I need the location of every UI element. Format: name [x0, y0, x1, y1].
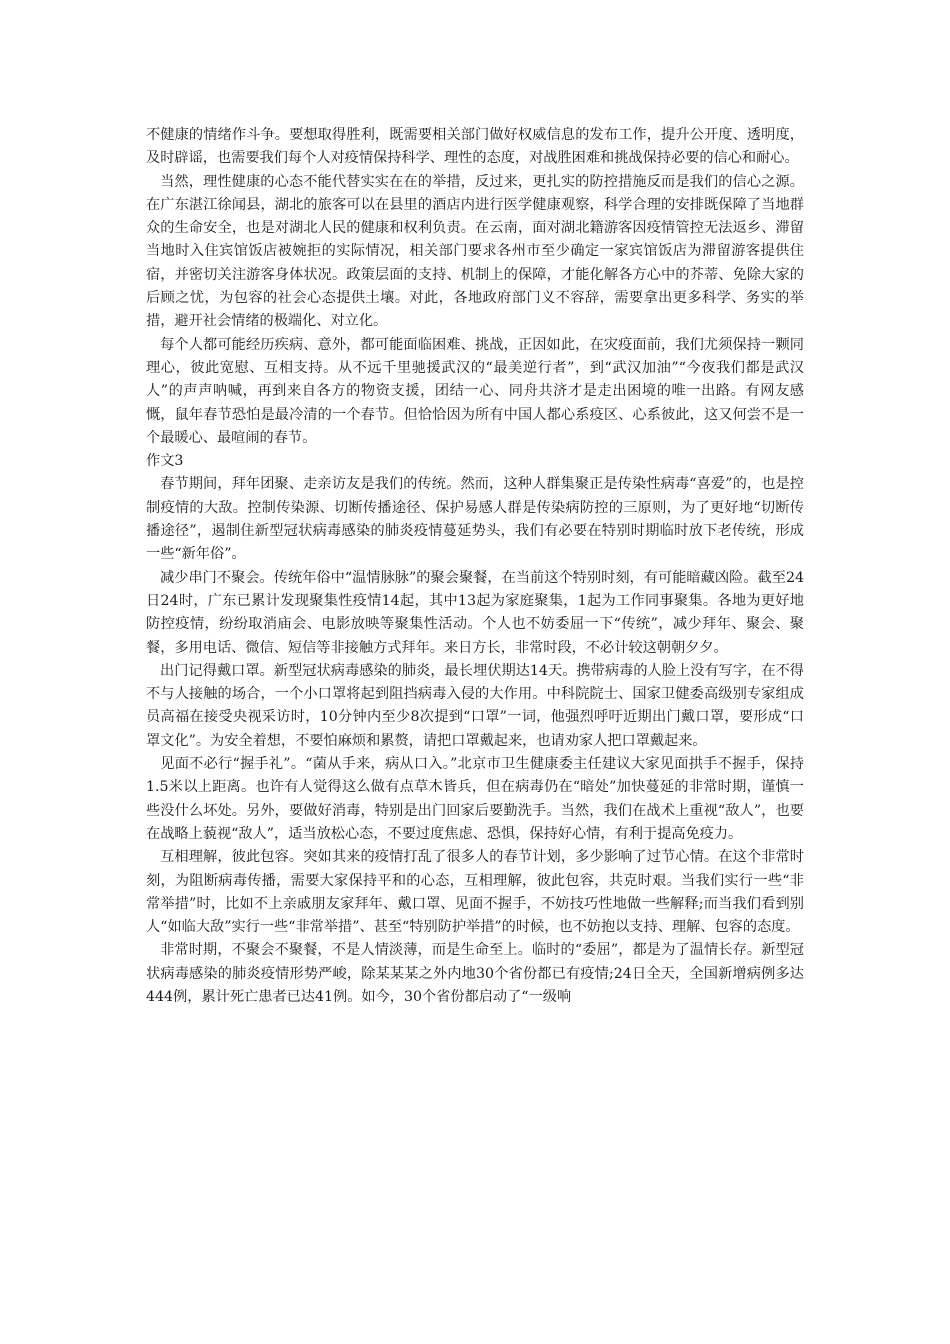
- essay-heading-text: 作文3: [146, 453, 184, 470]
- paragraph-1-text: 不健康的情绪作斗争。要想取得胜利，既需要相关部门做好权威信息的发布工作，提升公开度、透明度，及时辟谣，也需要我们每个人对疫情保持科学、理性的态度，对战胜困难和挑战保持必要的信心和耐心。: [146, 127, 804, 167]
- paragraph-7: [146, 660, 804, 753]
- paragraph-2-text: 当然，理性健康的心态不能代替实实在在的举措，反过来，更扎实的防控措施反而是我们的信心之源。在广东湛江徐闻县，湖北的旅客可以在县里的酒店内进行医学健康观察，科学合理的安排既保障了当地群众的生命安全，也是对湖北人民的健康和权利负责。在云南，面对湖北籍游客因疫情管控无法返乡、滞留当地时入住宾馆饭店被婉拒的实际情况，相关部门要求各州市至少确定一家宾馆饭店为滞留游客提供住宿，并密切关注游客身体状况。政策层面的支持、机制上的保障，才能化解各方心中的芥蒂、免除大家的后顾之忧，为包容的社会心态提供土壤。对此，各地政府部门义不容辞，需要拿出更多科学、务实的举措，避开社会情绪的极端化、对立化。: [146, 173, 804, 330]
- paragraph-6: [146, 567, 804, 660]
- paragraph-8-text: 见面不必行“握手礼”。“菌从手来，病从口入。”北京市卫生健康委主任建议大家见面拱手不握手，保持1.5米以上距离。也许有人觉得这么做有点草木皆兵，但在病毒仍在“暗处”加快蔓延的非常时期，谨慎一些没什么坏处。另外，要做好消毒，特别是出门回家后要勤洗手。当然，我们在战术上重视“敌人”，也要在战略上藐视“敌人”，适当放松心态，不要过度焦虑、恐惧，保持好心情，有利于提高免疫力。: [146, 756, 804, 842]
- paragraph-1: [146, 124, 804, 171]
- paragraph-9-text: 互相理解，彼此包容。突如其来的疫情打乱了很多人的春节计划，多少影响了过节心情。在这个非常时刻，为阻断病毒传播，需要大家保持平和的心态，互相理解，彼此包容，共克时艰。当我们实行一些“非常举措”时，比如不上亲戚朋友家拜年、戴口罩、见面不握手，不妨技巧性地做一些解释;而当我们看到别人“如临大敌”实行一些“非常举措”、甚至“特别防护举措”的时候，也不妨抱以支持、理解、包容的态度。: [146, 849, 804, 936]
- paragraph-3-text: 每个人都可能经历疾病、意外，都可能面临困难、挑战，正因如此，在灾疫面前，我们尤须保持一颗同理心，彼此宽慰、互相支持。从不远千里驰援武汉的“最美逆行者”，到“武汉加油”“今夜我们都是武汉人”的声声呐喊，再到来自各方的物资支援，团结一心、同舟共济才是走出困境的唯一出路。有网友感慨，鼠年春节恐怕是最冷清的一个春节。但恰恰因为所有中国人都心系疫区、心系彼此，这又何尝不是一个最暖心、最喧闹的春节。: [146, 336, 804, 446]
- paragraph-5-text: 春节期间，拜年团聚、走亲访友是我们的传统。然而，这种人群集聚正是传染性病毒“喜爱”的，也是控制疫情的大敌。控制传染源、切断传播途径、保护易感人群是传染病防控的三原则，为了更好地“切断传播途径”，遏制住新型冠状病毒感染的肺炎疫情蔓延势头，我们有必要在特别时期临时放下老传统，形成一些“新年俗”。: [146, 476, 804, 563]
- paragraph-8: [146, 753, 804, 846]
- paragraph-5: [146, 473, 804, 566]
- paragraph-2: [146, 171, 804, 334]
- essay-heading: [146, 450, 804, 473]
- paragraph-10: [146, 939, 804, 1009]
- paragraph-3: [146, 334, 804, 450]
- document-page: [146, 124, 804, 1009]
- paragraph-10-text: 非常时期，不聚会不聚餐，不是人情淡薄，而是生命至上。临时的“委屈”，都是为了温情长存。新型冠状病毒感染的肺炎疫情形势严峻，除某某某之外内地30个省份都已有疫情;24日全天，全国新增病例多达444例，累计死亡患者已达41例。如今，30个省份都启动了“一级响: [146, 942, 804, 1005]
- paragraph-7-text: 出门记得戴口罩。新型冠状病毒感染的肺炎，最长埋伏期达14天。携带病毒的人脸上没有写字，在不得不与人接触的场合，一个小口罩将起到阻挡病毒入侵的大作用。中科院院士、国家卫健委高级别专家组成员高福在接受央视采访时，10分钟内至少8次提到“口罩”一词，他强烈呼吁近期出门戴口罩，要形成“口罩文化”。为安全着想，不要怕麻烦和累赘，请把口罩戴起来，也请劝家人把口罩戴起来。: [146, 662, 804, 749]
- paragraph-9: [146, 846, 804, 939]
- paragraph-6-text: 减少串门不聚会。传统年俗中“温情脉脉”的聚会聚餐，在当前这个特别时刻，有可能暗藏凶险。截至24日24时，广东已累计发现聚集性疫情14起，其中13起为家庭聚集，1起为工作同事聚集。各地为更好地防控疫情，纷纷取消庙会、电影放映等聚集性活动。个人也不妨委屈一下“传统”，减少拜年、聚会、聚餐，多用电话、微信、短信等非接触方式拜年。来日方长，非常时段，不必计较这朝朝夕夕。: [146, 569, 804, 656]
